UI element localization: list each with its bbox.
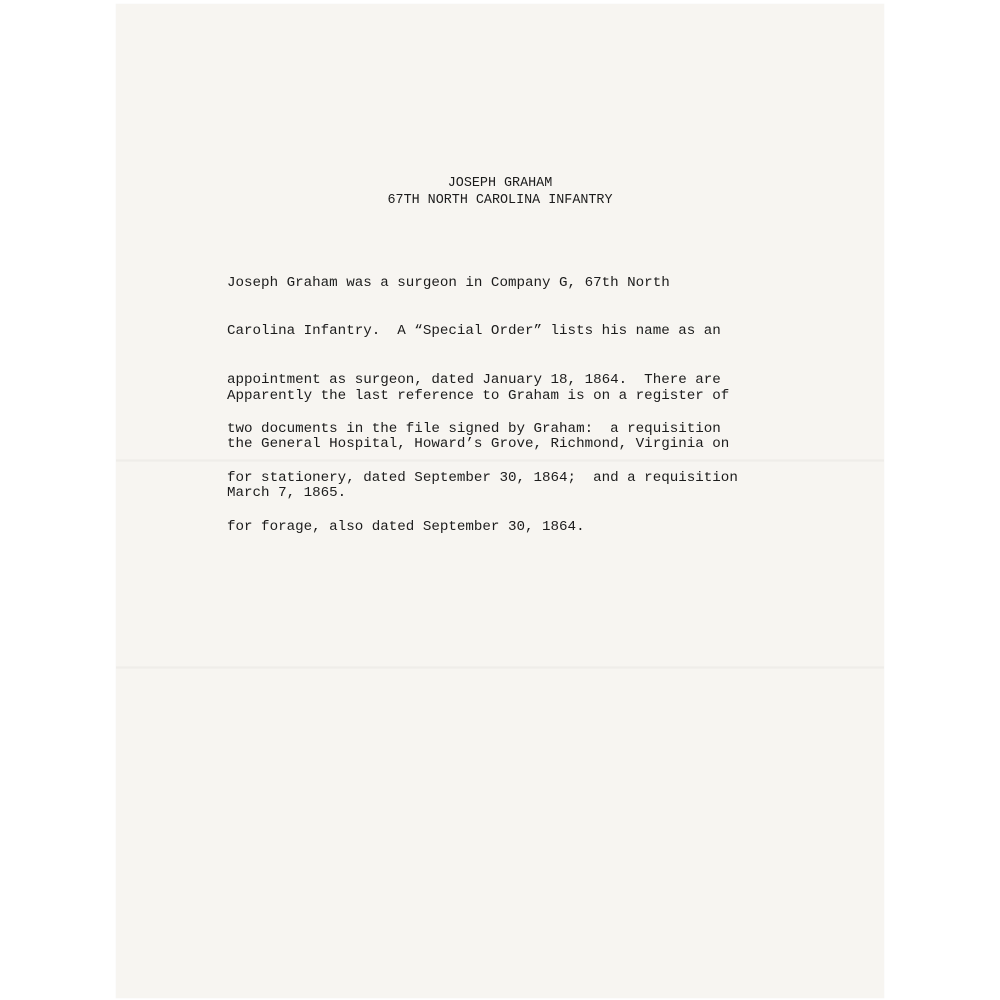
paragraph-2 bbox=[227, 355, 787, 534]
document-page bbox=[116, 4, 884, 998]
text-line: two documents in the file signed by Graham: a requisition bbox=[227, 421, 721, 438]
text-line: appointment as surgeon, dated January 18, 1864. There are bbox=[227, 372, 721, 389]
fold-line bbox=[116, 666, 884, 669]
text-line: March 7, 1865. bbox=[227, 485, 347, 502]
text-line: Apparently the last reference to Graham is on a register of bbox=[227, 387, 730, 404]
text-line: the General Hospital, Howard’s Grove, Richmond, Virginia on bbox=[227, 436, 730, 453]
document-title: JOSEPH GRAHAM bbox=[447, 176, 553, 191]
text-line: for forage, also dated September 30, 1864. bbox=[227, 519, 585, 536]
text-line: for stationery, dated September 30, 1864; and a requisition bbox=[227, 470, 738, 487]
text-line: Joseph Graham was a surgeon in Company G, 67th North bbox=[227, 274, 670, 291]
document-subtitle: 67TH NORTH CAROLINA INFANTRY bbox=[387, 193, 613, 208]
text-line: Carolina Infantry. A “Special Order” lists his name as an bbox=[227, 323, 721, 340]
